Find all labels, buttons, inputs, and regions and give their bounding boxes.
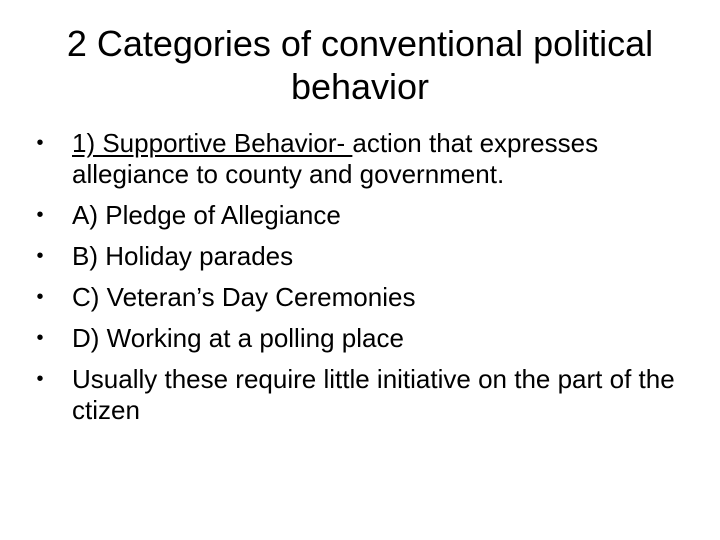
bullet-icon: • <box>36 204 44 226</box>
bullet-item <box>30 282 700 313</box>
bullet-item <box>30 323 700 354</box>
bullet-icon: • <box>36 245 44 267</box>
bullet-item <box>30 128 700 190</box>
bullet-item <box>30 200 700 231</box>
bullet-icon: • <box>36 368 44 390</box>
slide-title: 2 Categories of conventional political behavior <box>66 23 654 107</box>
bullet-item <box>30 364 700 426</box>
bullet-icon: • <box>36 286 44 308</box>
bullet-text: Usually these require little initiative on the part of the ctizen <box>72 364 675 425</box>
bullet-icon: • <box>36 327 44 349</box>
term-definition: action that expresses allegiance to county and government. <box>72 128 599 189</box>
bullet-list <box>30 128 700 436</box>
bullet-item <box>30 241 700 272</box>
bullet-text: C) Veteran’s Day Ceremonies <box>72 282 416 312</box>
bullet-icon: • <box>36 132 44 154</box>
bullet-text: D) Working at a polling place <box>72 323 404 353</box>
bullet-text: B) Holiday parades <box>72 241 294 271</box>
bullet-text: A) Pledge of Allegiance <box>72 200 341 230</box>
term-label: 1) Supportive Behavior- <box>72 128 353 158</box>
